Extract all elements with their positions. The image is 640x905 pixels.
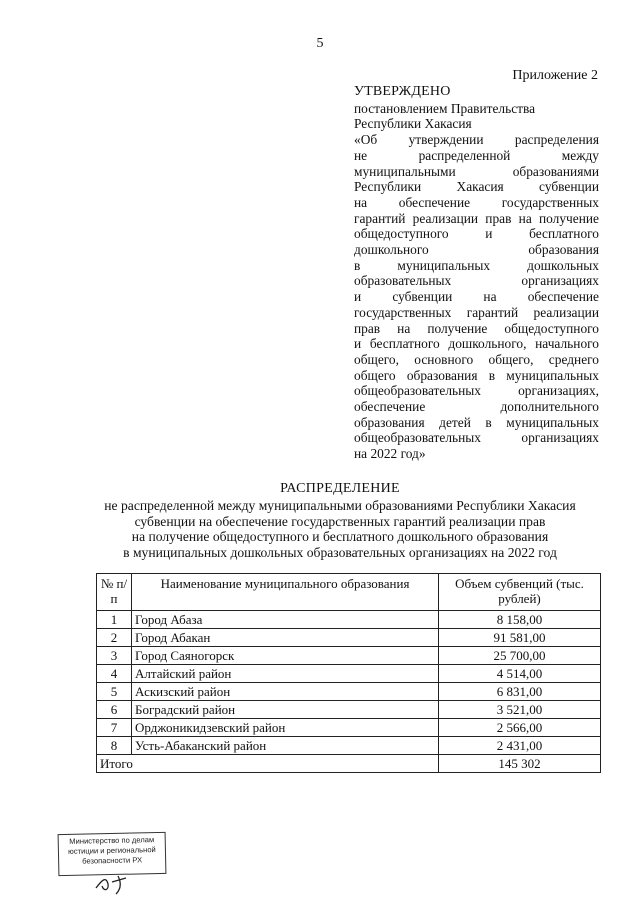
approval-line: в муниципальных дошкольных xyxy=(354,257,599,273)
stamp-line: Министерство по делам xyxy=(69,835,155,846)
row-name: Боградский район xyxy=(132,701,439,719)
row-value: 2 431,00 xyxy=(439,737,601,755)
row-value: 8 158,00 xyxy=(439,611,601,629)
approval-line: общего образования в муниципальных xyxy=(354,367,599,383)
approval-line: постановлением Правительства xyxy=(354,100,536,116)
approval-line: общеобразовательных организациях xyxy=(354,430,599,446)
approval-line: не распределенной между xyxy=(354,147,599,163)
row-number: 5 xyxy=(97,683,132,701)
row-number: 6 xyxy=(97,701,132,719)
approval-heading: УТВЕРЖДЕНО xyxy=(354,84,451,99)
table-body xyxy=(97,611,601,773)
approval-line: Республики Хакасия xyxy=(354,116,472,132)
document-title-block xyxy=(40,481,640,561)
table-row xyxy=(97,647,601,665)
row-number: 4 xyxy=(97,665,132,683)
row-name: Город Абаза xyxy=(132,611,439,629)
approval-text xyxy=(354,101,599,462)
title-line: не распределенной между муниципальными образованиями Республики Хакасия xyxy=(104,497,576,513)
document-title: РАСПРЕДЕЛЕНИЕ xyxy=(280,481,400,496)
row-number: 7 xyxy=(97,719,132,737)
approval-line: и бесплатного дошкольного, начального xyxy=(354,336,599,352)
row-value: 91 581,00 xyxy=(439,629,601,647)
row-name: Город Саяногорск xyxy=(132,647,439,665)
table-row xyxy=(97,701,601,719)
row-number: 8 xyxy=(97,737,132,755)
total-label: Итого xyxy=(97,755,439,773)
table-row xyxy=(97,611,601,629)
table-row xyxy=(97,719,601,737)
approval-block xyxy=(354,84,599,462)
approval-line: образования детей в муниципальных xyxy=(354,414,599,430)
header-name: Наименование муниципального образования xyxy=(132,574,439,611)
approval-line: гарантий реализации прав на получение xyxy=(354,210,599,226)
row-name: Город Абакан xyxy=(132,629,439,647)
title-line: на получение общедоступного и бесплатного дошкольного образования xyxy=(131,529,549,545)
approval-line: общего, основного общего, среднего xyxy=(354,351,599,367)
table-row xyxy=(97,683,601,701)
table-header-row xyxy=(97,574,601,611)
approval-line: обеспечение дополнительного xyxy=(354,399,599,415)
approval-line: «Об утверждении распределения xyxy=(354,132,599,148)
table-total-row xyxy=(97,755,601,773)
title-line: в муниципальных дошкольных образовательных организациях на 2022 год xyxy=(123,545,557,561)
approval-line: на обеспечение государственных xyxy=(354,194,599,210)
title-line: субвенции на обеспечение государственных гарантий реализации прав xyxy=(134,513,546,529)
appendix-label: Приложение 2 xyxy=(512,68,598,83)
stamp-line: юстиции и региональной xyxy=(68,845,156,856)
approval-line: общедоступного и бесплатного xyxy=(354,226,599,242)
approval-line: прав на получение общедоступного xyxy=(354,320,599,336)
row-number: 2 xyxy=(97,629,132,647)
approval-line: государственных гарантий реализации xyxy=(354,304,599,320)
page-number: 5 xyxy=(316,36,324,51)
row-value: 3 521,00 xyxy=(439,701,601,719)
header-num: № п/п xyxy=(97,574,132,611)
table-row xyxy=(97,737,601,755)
row-name: Орджоникидзевский район xyxy=(132,719,439,737)
signature xyxy=(92,866,152,896)
row-value: 2 566,00 xyxy=(439,719,601,737)
row-number: 3 xyxy=(97,647,132,665)
row-number: 1 xyxy=(97,611,132,629)
table-row xyxy=(97,665,601,683)
approval-line: образовательных организациях xyxy=(354,273,599,289)
row-name: Усть-Абаканский район xyxy=(132,737,439,755)
header-value: Объем субвенций (тыс. рублей) xyxy=(439,574,601,611)
row-name: Алтайский район xyxy=(132,665,439,683)
approval-line: на 2022 год» xyxy=(354,446,426,462)
row-name: Аскизский район xyxy=(132,683,439,701)
table-row xyxy=(97,629,601,647)
approval-line: общеобразовательных организациях, xyxy=(354,383,599,399)
approval-line: муниципальными образованиями xyxy=(354,163,599,179)
stamp-line: безопасности РХ xyxy=(82,855,143,866)
total-value: 145 302 xyxy=(439,755,601,773)
approval-line: Республики Хакасия субвенции xyxy=(354,179,599,195)
approval-line: дошкольного образования xyxy=(354,242,599,258)
distribution-table xyxy=(96,573,601,773)
row-value: 4 514,00 xyxy=(439,665,601,683)
row-value: 25 700,00 xyxy=(439,647,601,665)
approval-line: и субвенции на обеспечение xyxy=(354,289,599,305)
row-value: 6 831,00 xyxy=(439,683,601,701)
